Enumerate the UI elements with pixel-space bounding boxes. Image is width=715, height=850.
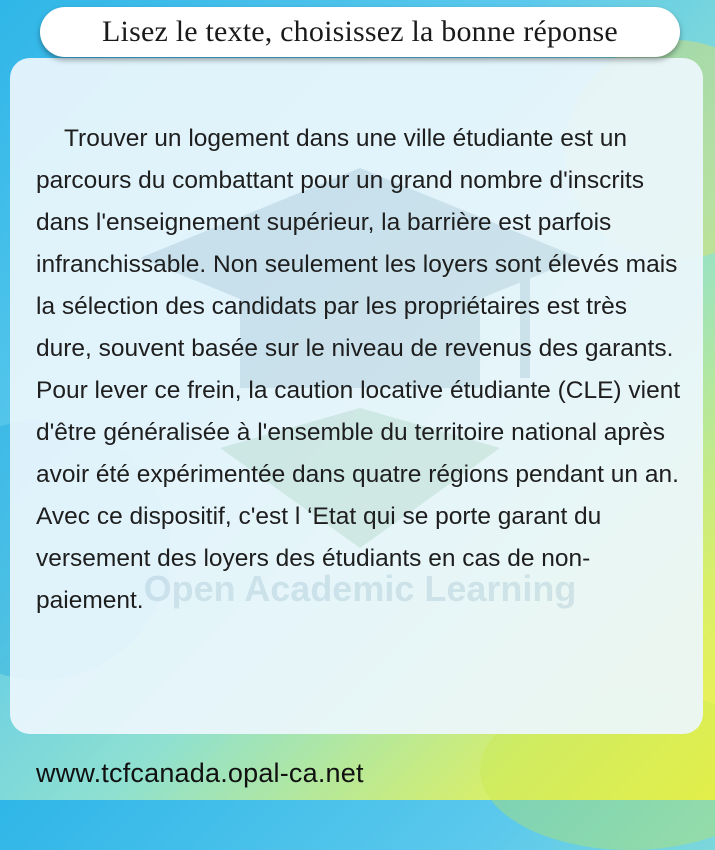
watermark-text: Open Academic Learning — [143, 568, 577, 609]
title-banner — [40, 7, 680, 57]
footer-website-link[interactable]: www.tcfcanada.opal-ca.net — [36, 758, 364, 788]
reading-card — [10, 58, 703, 734]
reading-passage: Trouver un logement dans une ville étudiante est un parcours du combattant pour un grand nombre d'inscrits dans l'enseignement supérieur, la barrière est parfois infranchissable. Non seulement les loyers sont élevés mais la sélection des candidats par les propriétaires est très dure, souvent basée sur le niveau de revenus des garants. Pour lever ce frein, la caution locative étudiante (CLE) vient d'être généralisée à l'ensemble du territoire national après avoir été expérimentée dans quatre régions pendant un an. Avec ce dispositif, c'est l ‘Etat qui se porte garant du versement des loyers des étudiants en cas de non-paiement. — [36, 125, 681, 614]
page-title: Lisez le texte, choisissez la bonne réponse — [102, 15, 618, 48]
